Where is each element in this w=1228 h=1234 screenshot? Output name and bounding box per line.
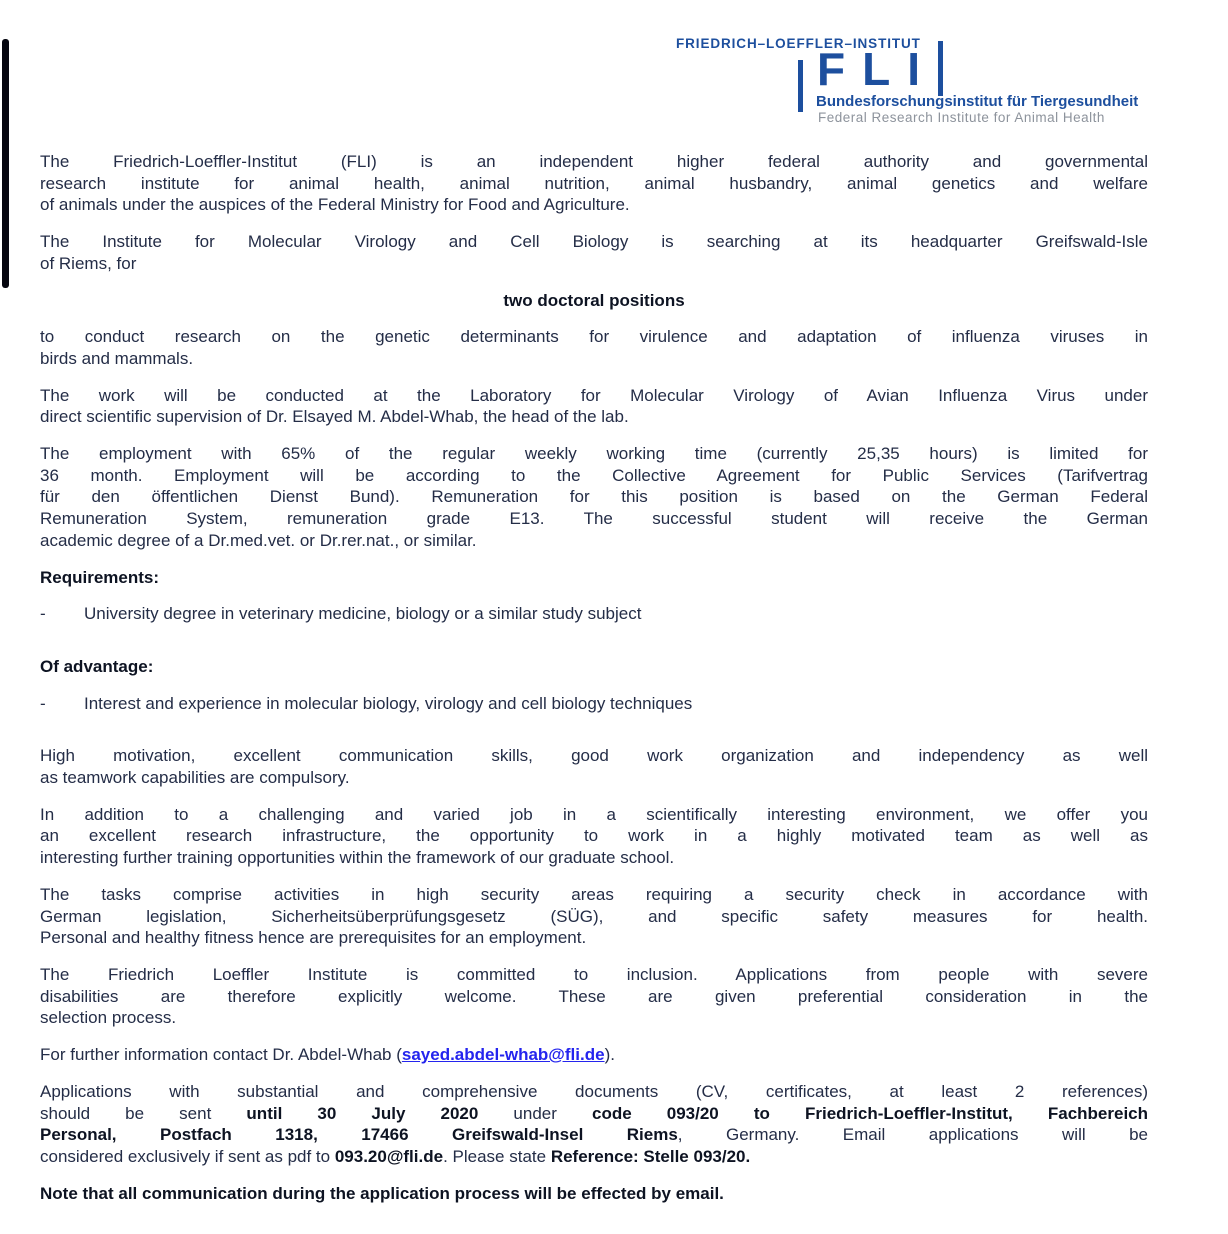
paragraph-employment-terms (40, 443, 1148, 552)
text-segment: considered exclusively if sent as pdf to (40, 1146, 335, 1166)
position-title: two doctoral positions (503, 290, 685, 310)
text-line (40, 964, 1148, 986)
paragraph-contact (40, 1044, 1148, 1066)
text-line (40, 1081, 1148, 1103)
text-line (40, 151, 1148, 173)
paragraph-institute-search (40, 231, 1148, 274)
text-segment: Applications with substantial and comprehensive documents (CV, certificates, at least 2 references) (40, 1081, 1148, 1101)
text-line (40, 884, 1148, 906)
paragraph-intro (40, 151, 1148, 216)
text-line (40, 825, 1148, 847)
text-segment: für den öffentlichen Dienst Bund). Remuneration for this position is based on the German Federal (40, 487, 1148, 507)
text-segment: High motivation, excellent communication skills, good work organization and independency as well (40, 746, 1148, 766)
text-line (40, 348, 1148, 370)
text-line (40, 326, 1148, 348)
text-segment: For further information contact Dr. Abdel-Whab ( (40, 1045, 402, 1065)
logo-subtitle-german: Bundesforschungsinstitut für Tiergesundheit (816, 93, 1139, 110)
text-line (40, 385, 1148, 407)
text-line (40, 443, 1148, 465)
paragraph-soft-skills (40, 745, 1148, 788)
text-segment: selection process. (40, 1008, 177, 1028)
paragraph-inclusion (40, 964, 1148, 1029)
list-dash-marker: - (40, 693, 46, 713)
job-posting-body (40, 151, 1148, 1204)
advantage-heading: Of advantage: (40, 656, 154, 676)
text-segment: In addition to a challenging and varied job in a scientifically interesting environment, we offer you (40, 804, 1148, 824)
text-segment: of Riems, for (40, 253, 137, 273)
text-segment: 093.20@fli.de (334, 1146, 444, 1166)
logo-acronym: FLI (817, 43, 937, 95)
paragraph-offer (40, 804, 1148, 869)
list-dash-marker: - (40, 604, 46, 624)
requirements-list-item (40, 603, 1148, 625)
text-segment: until 30 July 2020 (246, 1103, 479, 1123)
text-segment: . Please state (443, 1146, 551, 1166)
text-segment: to conduct research on the genetic determinants for virulence and adaptation of influenza viruses in (40, 327, 1148, 347)
text-line (40, 508, 1148, 530)
text-line (40, 1103, 1148, 1125)
text-line (40, 486, 1148, 508)
text-segment: The Friedrich-Loeffler-Institut (FLI) is an independent higher federal authority and governmental (40, 152, 1148, 171)
paragraph-research-topic (40, 326, 1148, 369)
text-segment: birds and mammals. (40, 348, 194, 368)
text-line (40, 906, 1148, 928)
text-line (40, 1124, 1148, 1146)
text-line (40, 1146, 1148, 1168)
logo-right-bar (938, 41, 943, 96)
text-segment: under (478, 1103, 592, 1123)
text-line (40, 465, 1148, 487)
text-line (40, 847, 1148, 869)
paragraph-security-check (40, 884, 1148, 949)
text-segment: code 093/20 to Friedrich-Loeffler-Institut, Fachbereich (592, 1103, 1149, 1123)
text-segment: Remuneration System, remuneration grade E13. The successful student will receive the German (40, 509, 1148, 529)
text-line (40, 406, 1148, 428)
text-segment: The Institute for Molecular Virology and Cell Biology is searching at its headquarter Greifswald-Isle (40, 232, 1148, 252)
text-segment: ). (604, 1045, 615, 1065)
paragraph-application-instructions (40, 1081, 1148, 1168)
text-segment: German legislation, Sicherheitsüberprüfungsgesetz (SÜG), and specific safety measures for health. (40, 906, 1148, 926)
logo-wordmark: FRIEDRICH–LOEFFLER–INSTITUT (676, 36, 921, 51)
advantage-item-text: Interest and experience in molecular biology, virology and cell biology techniques (84, 693, 693, 713)
text-segment: Reference: Stelle 093/20. (550, 1146, 751, 1166)
text-segment: as teamwork capabilities are compulsory. (40, 768, 350, 788)
requirements-heading: Requirements: (40, 567, 160, 587)
text-segment: research institute for animal health, animal nutrition, animal husbandry, animal genetics and welfare (40, 173, 1148, 193)
text-segment: Personal and healthy fitness hence are prerequisites for an employment. (40, 928, 587, 948)
logo-subtitle-english: Federal Research Institute for Animal Health (818, 110, 1105, 125)
text-line (40, 194, 1148, 216)
text-segment: disabilities are therefore explicitly welcome. These are given preferential consideration in the (40, 986, 1148, 1006)
text-line (40, 253, 1148, 275)
text-segment: The tasks comprise activities in high security areas requiring a security check in accordance with (40, 884, 1148, 904)
logo-left-bar (798, 60, 803, 112)
text-segment: The employment with 65% of the regular weekly working time (currently 25,35 hours) is limited for (40, 444, 1148, 464)
note-email-communication: Note that all communication during the application process will be effected by email. (40, 1183, 724, 1203)
text-segment: Personal, Postfach 1318, 17466 Greifswald-Insel Riems (40, 1125, 678, 1145)
text-segment: of animals under the auspices of the Federal Ministry for Food and Agriculture. (40, 195, 630, 215)
text-line (40, 927, 1148, 949)
paragraph-work-location (40, 385, 1148, 428)
text-segment: an excellent research infrastructure, the opportunity to work in a highly motivated team as well as (40, 826, 1148, 846)
text-segment: academic degree of a Dr.med.vet. or Dr.rer.nat., or similar. (40, 530, 477, 550)
window-edge-strip (2, 39, 9, 288)
text-segment: 36 month. Employment will be according to the Collective Agreement for Public Services (Tarifvertrag (40, 465, 1148, 485)
text-segment: The Friedrich Loeffler Institute is committed to inclusion. Applications from people with severe (40, 964, 1148, 984)
text-line (40, 231, 1148, 253)
text-segment: should be sent (40, 1103, 247, 1123)
text-line (40, 173, 1148, 195)
fli-logo (672, 33, 1142, 129)
text-line (40, 1044, 1148, 1066)
text-line (40, 745, 1148, 767)
text-segment: , Germany. Email applications will be (677, 1125, 1149, 1145)
text-segment: The work will be conducted at the Laboratory for Molecular Virology of Avian Influenza Virus under (40, 385, 1148, 405)
document-page (0, 33, 1228, 1234)
text-segment: interesting further training opportunities within the framework of our graduate school. (40, 848, 675, 868)
requirements-item-text: University degree in veterinary medicine, biology or a similar study subject (84, 604, 642, 624)
text-line (40, 767, 1148, 789)
advantage-list-item (40, 693, 1148, 715)
text-line (40, 986, 1148, 1008)
text-line (40, 530, 1148, 552)
text-line (40, 804, 1148, 826)
text-segment: direct scientific supervision of Dr. Elsayed M. Abdel-Whab, the head of the lab. (40, 407, 629, 427)
text-line (40, 1007, 1148, 1029)
email-link[interactable]: sayed.abdel-whab@fli.de (401, 1045, 605, 1065)
